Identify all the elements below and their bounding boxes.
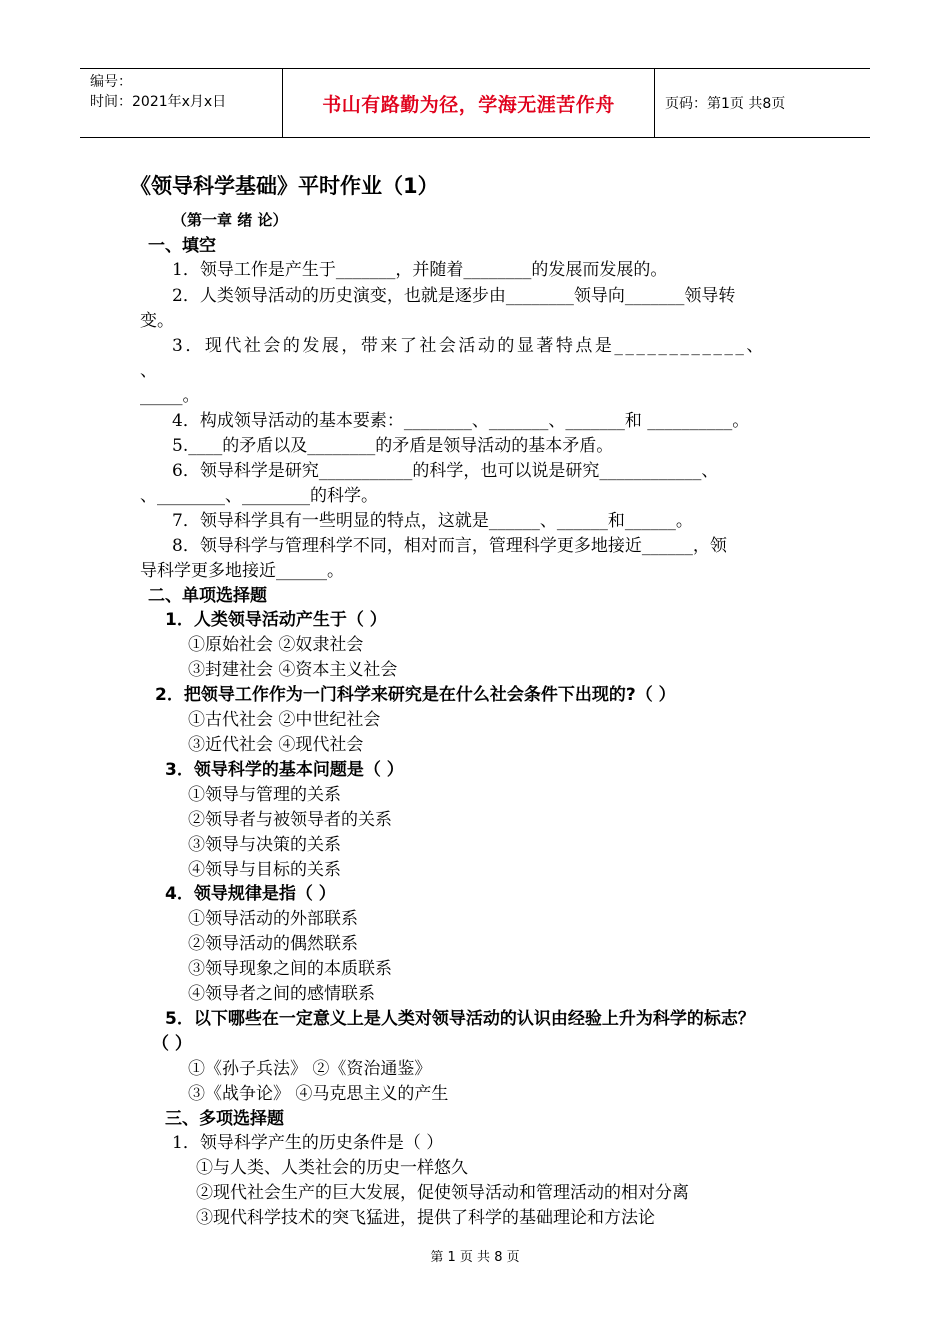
question-text: 1．领导科学产生的历史条件是（ ） bbox=[172, 1133, 444, 1153]
option-line: ②现代社会生产的巨大发展，促使领导活动和管理活动的相对分离 bbox=[196, 1183, 689, 1203]
question-text: 导科学更多地接近______。 bbox=[140, 561, 344, 581]
option-line: ①与人类、人类社会的历史一样悠久 bbox=[196, 1158, 468, 1178]
option-line: ③近代社会 ④现代社会 bbox=[188, 735, 364, 755]
option-line: ②领导活动的偶然联系 bbox=[188, 934, 358, 954]
header-meta bbox=[80, 69, 283, 137]
question-text: 3．现代社会的发展，带来了社会活动的显著特点是____________、 bbox=[172, 336, 766, 356]
option-line: ③封建社会 ④资本主义社会 bbox=[188, 660, 398, 680]
question-text: 4．构成领导活动的基本要素：________、_______、_______和 __________。 bbox=[172, 411, 750, 431]
option-line: ④领导与目标的关系 bbox=[188, 860, 341, 880]
question-text: 2．把领导工作作为一门科学来研究是在什么社会条件下出现的?（ ） bbox=[155, 685, 676, 705]
option-line: ④领导者之间的感情联系 bbox=[188, 984, 375, 1004]
section-fill-blank: 一、填空 bbox=[148, 236, 216, 256]
section-multiple-choice: 三、多项选择题 bbox=[165, 1109, 284, 1129]
question-text: 5.____的矛盾以及________的矛盾是领导活动的基本矛盾。 bbox=[172, 436, 614, 456]
option-line: ①原始社会 ②奴隶社会 bbox=[188, 635, 364, 655]
doc-title: 《领导科学基础》平时作业（1） bbox=[130, 174, 439, 198]
option-line: ①领导与管理的关系 bbox=[188, 785, 341, 805]
question-text: （ ） bbox=[152, 1034, 192, 1054]
question-text: 1．领导工作是产生于_______，并随着________的发展而发展的。 bbox=[172, 260, 668, 280]
question-text: 变。 bbox=[140, 311, 174, 331]
question-text: 1．人类领导活动产生于（ ） bbox=[165, 610, 387, 630]
question-text: 2．人类领导活动的历史演变，也就是逐步由________领导向_______领导转 bbox=[172, 286, 736, 306]
question-text: _____。 bbox=[140, 386, 200, 406]
question-text: 5．以下哪些在一定意义上是人类对领导活动的认识由经验上升为科学的标志？ bbox=[165, 1009, 755, 1029]
question-text: 8．领导科学与管理科学不同，相对而言，管理科学更多地接近______，领 bbox=[172, 536, 727, 556]
option-line: ③现代科学技术的突飞猛进，提供了科学的基础理论和方法论 bbox=[196, 1208, 655, 1228]
number-label: 编号： bbox=[90, 74, 132, 90]
page-footer: 第 1 页 共 8 页 bbox=[430, 1250, 520, 1265]
question-text: 4．领导规律是指（ ） bbox=[165, 884, 336, 904]
section-single-choice: 二、单项选择题 bbox=[148, 586, 267, 606]
header-motto: 书山有路勤为径，学海无涯苦作舟 bbox=[283, 69, 655, 137]
question-text: 3．领导科学的基本问题是（ ） bbox=[165, 760, 404, 780]
option-line: ①领导活动的外部联系 bbox=[188, 909, 358, 929]
document-header bbox=[80, 68, 870, 138]
option-line: ①古代社会 ②中世纪社会 bbox=[188, 710, 381, 730]
question-text: 、 bbox=[140, 361, 157, 381]
header-page-label: 页码：第1页 共8页 bbox=[665, 96, 786, 112]
question-text: 、________、________的科学。 bbox=[140, 486, 378, 506]
option-line: ③《战争论》 ④马克思主义的产生 bbox=[188, 1084, 449, 1104]
option-line: ③领导与决策的关系 bbox=[188, 835, 341, 855]
option-line: ③领导现象之间的本质联系 bbox=[188, 959, 392, 979]
question-text: 6．领导科学是研究___________的科学，也可以说是研究____________、 bbox=[172, 461, 719, 481]
option-line: ②领导者与被领导者的关系 bbox=[188, 810, 392, 830]
time-label: 时间：2021年x月x日 bbox=[90, 94, 227, 110]
question-text: 7．领导科学具有一些明显的特点，这就是______、______和______。 bbox=[172, 511, 693, 531]
chapter-title: （第一章 绪 论） bbox=[172, 211, 288, 229]
option-line: ①《孙子兵法》 ②《资治通鉴》 bbox=[188, 1059, 432, 1079]
